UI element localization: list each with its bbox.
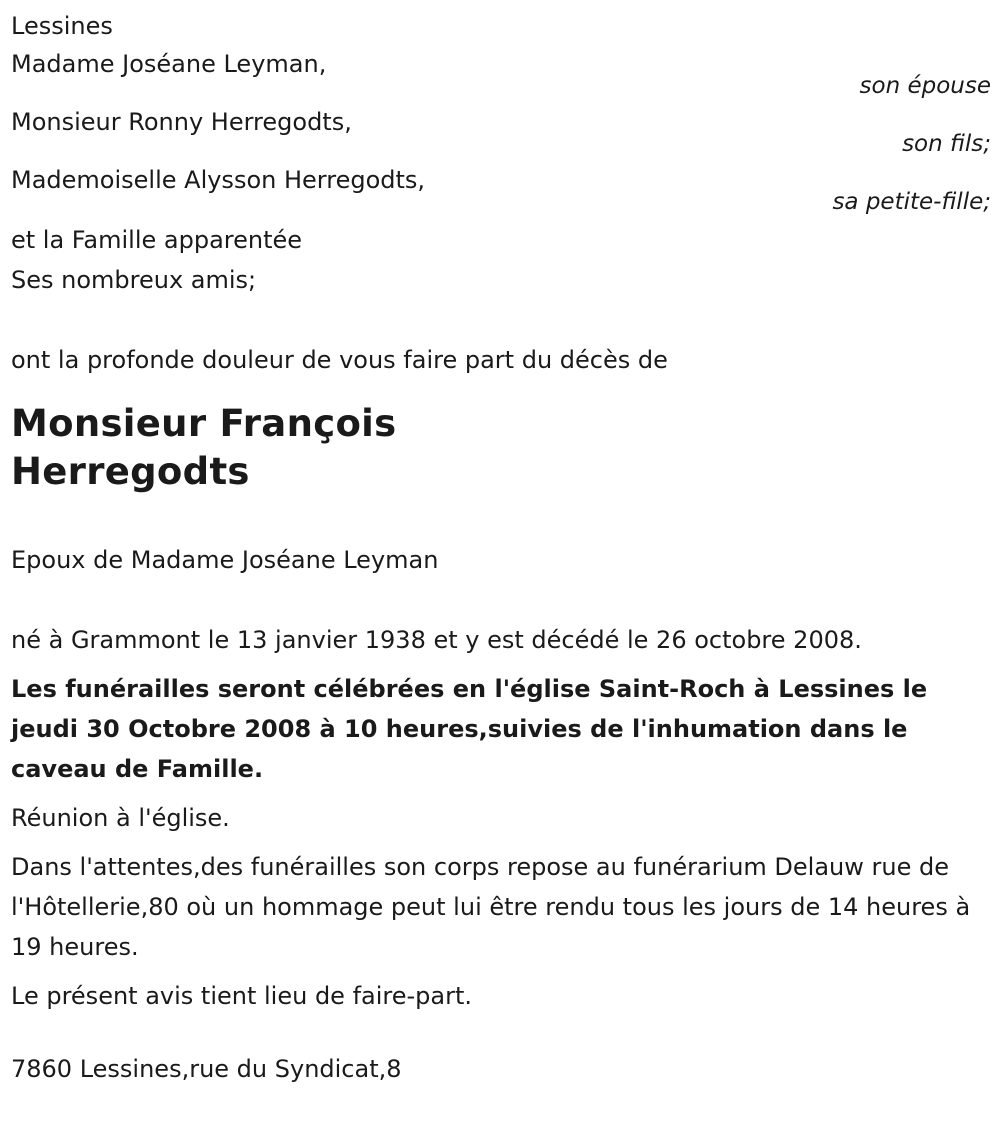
relative-name: Monsieur Ronny Herregodts,: [11, 108, 352, 136]
relative-name: Mademoiselle Alysson Herregodts,: [11, 166, 426, 194]
notice-text: Le présent avis tient lieu de faire-part.: [11, 982, 473, 1010]
birth-death: né à Grammont le 13 janvier 1938 et y est décédé le 26 octobre 2008.: [11, 626, 862, 654]
announcement: ont la profonde douleur de vous faire part du décès de: [11, 346, 668, 374]
meeting-info: Réunion à l'église.: [11, 804, 230, 832]
funeral-details: Les funérailles seront célébrées en l'église Saint-Roch à Lessines le jeudi 30 Octobre 2008 à 10 heures,suivies de l'inhumation dans le caveau de Famille.: [11, 675, 928, 783]
deceased-name: [11, 400, 991, 496]
relative-relation: son épouse: [859, 73, 991, 99]
family-line: et la Famille apparentée: [11, 226, 303, 254]
spouse-of: Epoux de Madame Joséane Leyman: [11, 546, 439, 574]
viewing-info: Dans l'attentes,des funérailles son corps repose au funérarium Delauw rue de l'Hôtellerie,80 où un hommage peut lui être rendu tous les jours de 14 heures à 19 heures.: [11, 853, 971, 961]
relative-relation: son fils;: [902, 131, 991, 157]
relative-entry: [11, 104, 991, 156]
deceased-name-line1: Monsieur François: [11, 402, 397, 445]
deceased-name-line2: Herregodts: [11, 450, 250, 493]
friends-line: Ses nombreux amis;: [11, 266, 257, 294]
relative-relation: sa petite-fille;: [832, 189, 991, 215]
obituary-notice: [11, 6, 991, 1089]
address: 7860 Lessines,rue du Syndicat,8: [11, 1055, 402, 1083]
relative-entry: [11, 46, 991, 98]
relative-name: Madame Joséane Leyman,: [11, 50, 327, 78]
relative-entry: [11, 162, 991, 214]
city: Lessines: [11, 12, 113, 40]
